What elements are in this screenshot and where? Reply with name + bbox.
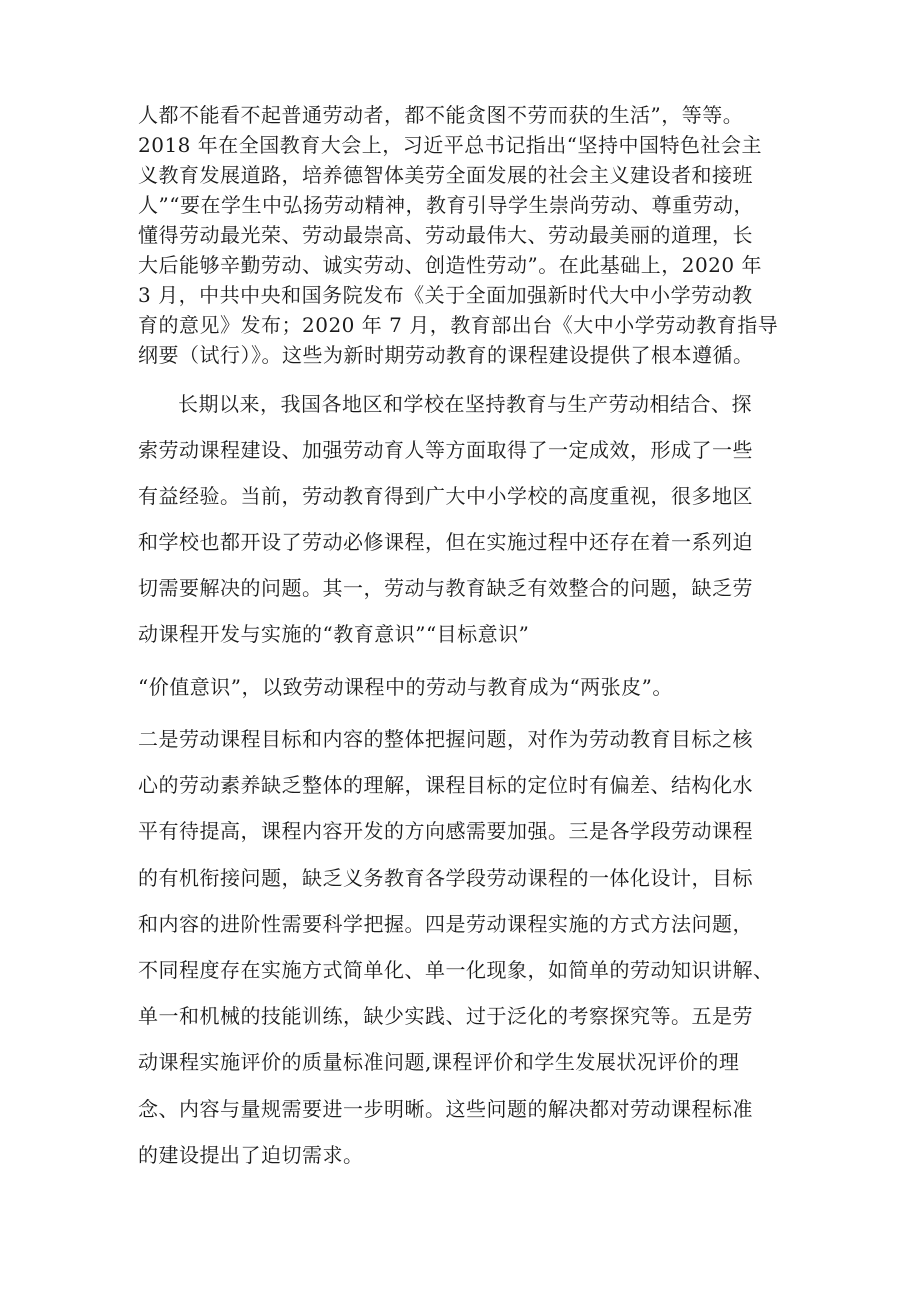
- paragraph-line: 长期以来，我国各地区和学校在坚持教育与生产劳动相结合、探: [178, 392, 752, 416]
- paragraph-line: 动课程开发与实施的“教育意识”“目标意识”: [138, 622, 530, 646]
- paragraph-line: 动课程实施评价的质量标准问题,课程评价和学生发展状况评价的理: [138, 1050, 740, 1074]
- paragraph-line: 人”“要在学生中弘扬劳动精神，教育引导学生崇尚劳动、尊重劳动，: [138, 193, 754, 217]
- paragraph-line: 人都不能看不起普通劳动者，都不能贪图不劳而获的生活”，等等。: [138, 103, 744, 127]
- paragraph-line: 念、内容与量规需要进一步明晰。这些问题的解决都对劳动课程标准: [138, 1097, 753, 1121]
- paragraph-line: 和学校也都开设了劳动必修课程，但在实施过程中还存在着一系列迫: [138, 530, 753, 554]
- paragraph-line: 懂得劳动最光荣、劳动最崇高、劳动最伟大、劳动最美丽的道理，长: [138, 223, 753, 247]
- paragraph-line: 和内容的进阶性需要科学把握。四是劳动课程实施的方式方法问题，: [138, 912, 753, 936]
- paragraph-line: 育的意见》发布；2020 年 7 月，教育部出台《大中小学劳动教育指导: [138, 313, 779, 337]
- paragraph-line: 平有待提高，课程内容开发的方向感需要加强。三是各学段劳动课程: [138, 819, 753, 843]
- paragraph-line: 的有机衔接问题，缺乏义务教育各学段劳动课程的一体化设计，目标: [138, 866, 753, 890]
- paragraph-line: 纲要（试行）》。这些为新时期劳动教育的课程建设提供了根本遵循。: [138, 343, 754, 367]
- paragraph-line: “价值意识”，以致劳动课程中的劳动与教育成为“两张皮”。: [138, 675, 673, 699]
- paragraph-line: 大后能够辛勤劳动、诚实劳动、创造性劳动”。在此基础上，2020 年: [138, 253, 762, 277]
- paragraph-line: 单一和机械的技能训练，缺少实践、过于泛化的考察探究等。五是劳: [138, 1004, 753, 1028]
- paragraph-line: 心的劳动素养缺乏整体的理解，课程目标的定位时有偏差、结构化水: [138, 773, 753, 797]
- paragraph-line: 3 月，中共中央和国务院发布《关于全面加强新时代大中小学劳动教: [138, 283, 753, 307]
- paragraph-line: 不同程度存在实施方式简单化、单一化现象，如简单的劳动知识讲解、: [138, 958, 774, 982]
- paragraph-line: 2018 年在全国教育大会上，习近平总书记指出“坚持中国特色社会主: [138, 133, 762, 157]
- paragraph-line: 索劳动课程建设、加强劳动育人等方面取得了一定成效，形成了一些: [138, 438, 753, 462]
- paragraph-line: 义教育发展道路，培养德智体美劳全面发展的社会主义建设者和接班: [138, 163, 753, 187]
- paragraph-line: 切需要解决的问题。其一，劳动与教育缺乏有效整合的问题，缺乏劳: [138, 576, 753, 600]
- paragraph-line: 的建设提出了迫切需求。: [138, 1143, 364, 1167]
- paragraph-line: 有益经验。当前，劳动教育得到广大中小学校的高度重视，很多地区: [138, 484, 753, 508]
- paragraph-line: 二是劳动课程目标和内容的整体把握问题，对作为劳动教育目标之核: [138, 727, 753, 751]
